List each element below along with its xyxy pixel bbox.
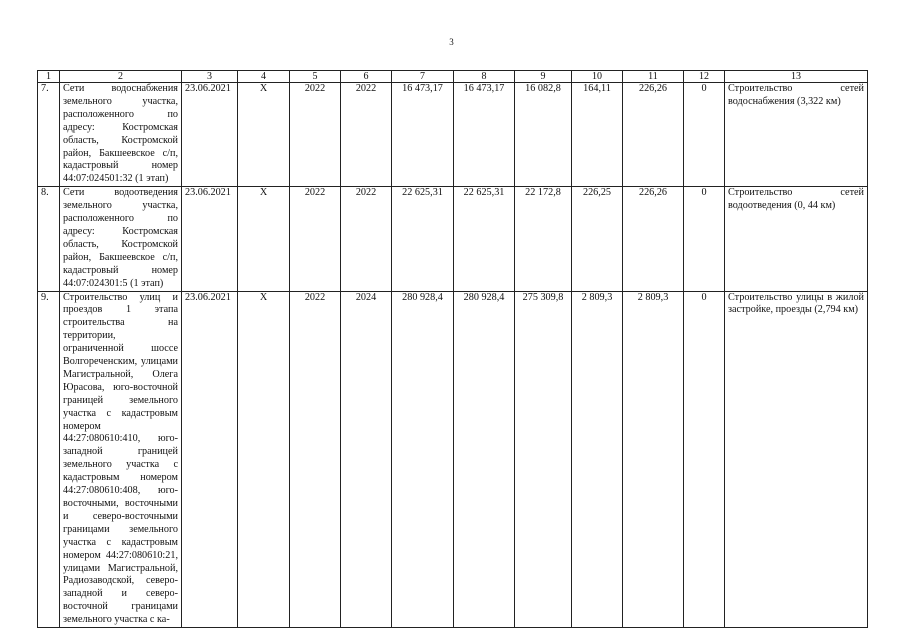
row-number: 9.: [38, 291, 60, 628]
column-number: 11: [623, 71, 684, 83]
row-number: 8.: [38, 187, 60, 291]
column-number: 7: [392, 71, 454, 83]
amount-value: 22 625,31: [392, 187, 454, 291]
cell-value: Х: [238, 187, 290, 291]
amount-value: 226,26: [623, 187, 684, 291]
page-number: 3: [449, 37, 454, 47]
start-year: 2022: [290, 83, 341, 187]
amount-value: 22 172,8: [515, 187, 572, 291]
amount-value: 280 928,4: [392, 291, 454, 628]
column-number: 3: [182, 71, 238, 83]
object-name: Строительство улиц и проездов 1 этапа строительства на территории, ограниченной шоссе Волгореченским, улицами Магистральной, Олега Юрасова, юго-восточной границей земельного участка с кадастровым номером 44:27:080610:410, юго-западной границей земельного участка с кадастровым номером 44:27:080610:408, юго-восточными, восточными и северо-восточными границами земельного участка с кадастровым номером 44:27:080610:21, улицами Магистральной, Радиозаводской, северо-западной и северо-восточной границами земельного участка с ка-: [60, 291, 182, 628]
decision-date: 23.06.2021: [182, 291, 238, 628]
amount-value: 275 309,8: [515, 291, 572, 628]
column-number: 4: [238, 71, 290, 83]
decision-date: 23.06.2021: [182, 83, 238, 187]
amount-value: 16 473,17: [454, 83, 515, 187]
end-year: 2022: [341, 83, 392, 187]
amount-value: 22 625,31: [454, 187, 515, 291]
row-number: 7.: [38, 83, 60, 187]
amount-value: 0: [684, 291, 725, 628]
amount-value: 0: [684, 187, 725, 291]
amount-value: 16 473,17: [392, 83, 454, 187]
table-row: [38, 187, 868, 291]
column-number: 1: [38, 71, 60, 83]
amount-value: 0: [684, 83, 725, 187]
column-number: 6: [341, 71, 392, 83]
start-year: 2022: [290, 291, 341, 628]
object-name: Сети водоотведения земельного участка, расположенного по адресу: Костромская область, Костромской район, Бакшеевское с/п, кадастровый номер 44:07:024301:5 (1 этап): [60, 187, 182, 291]
amount-value: 164,11: [572, 83, 623, 187]
investment-objects-table: [37, 70, 868, 628]
column-number-row: [38, 71, 868, 83]
column-number: 5: [290, 71, 341, 83]
cell-value: Х: [238, 83, 290, 187]
object-description: Строительство улицы в жилой застройке, проезды (2,794 км): [725, 291, 868, 628]
object-name: Сети водоснабжения земельного участка, расположенного по адресу: Костромская область, Костромской район, Бакшеевское с/п, кадастровый номер 44:07:024501:32 (1 этап): [60, 83, 182, 187]
cell-value: Х: [238, 291, 290, 628]
amount-value: 2 809,3: [623, 291, 684, 628]
amount-value: 280 928,4: [454, 291, 515, 628]
column-number: 9: [515, 71, 572, 83]
object-description: Строительство сетей водоснабжения (3,322 км): [725, 83, 868, 187]
column-number: 8: [454, 71, 515, 83]
object-description: Строительство сетей водоотведения (0, 44 км): [725, 187, 868, 291]
column-number: 13: [725, 71, 868, 83]
column-number: 10: [572, 71, 623, 83]
table-row: [38, 291, 868, 628]
column-number: 12: [684, 71, 725, 83]
column-number: 2: [60, 71, 182, 83]
amount-value: 16 082,8: [515, 83, 572, 187]
amount-value: 226,25: [572, 187, 623, 291]
decision-date: 23.06.2021: [182, 187, 238, 291]
amount-value: 226,26: [623, 83, 684, 187]
end-year: 2022: [341, 187, 392, 291]
end-year: 2024: [341, 291, 392, 628]
amount-value: 2 809,3: [572, 291, 623, 628]
table-row: [38, 83, 868, 187]
start-year: 2022: [290, 187, 341, 291]
